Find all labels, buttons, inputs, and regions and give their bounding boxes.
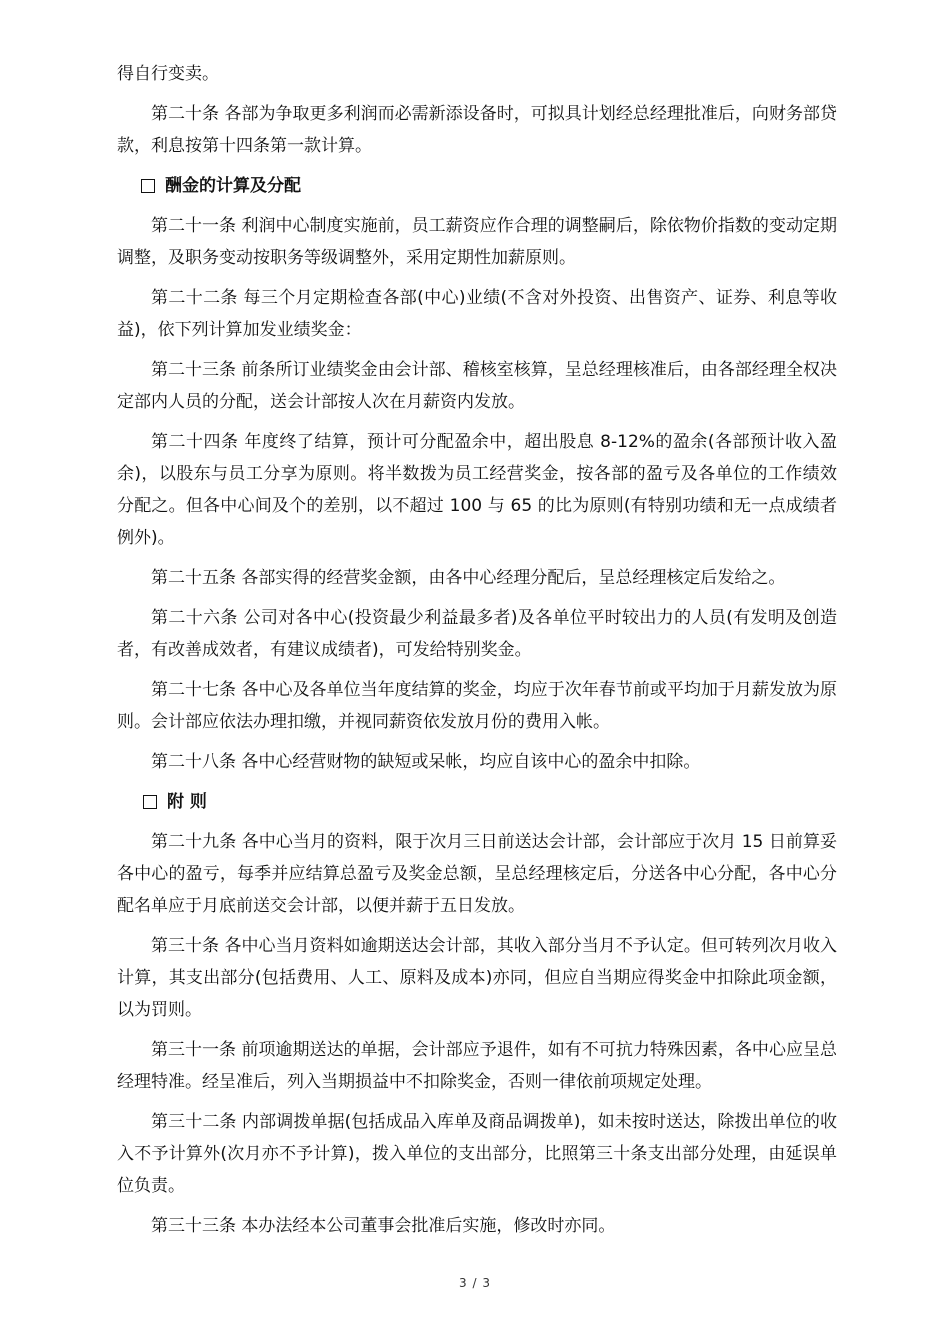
section-heading-compensation bbox=[117, 170, 837, 202]
article-31: 第三十一条 前项逾期送达的单据，会计部应予退件，如有不可抗力特殊因素，各中心应呈总经理特准。经呈准后，列入当期损益中不扣除奖金，否则一律依前项规定处理。 bbox=[117, 1040, 837, 1092]
article-21: 第二十一条 利润中心制度实施前，员工薪资应作合理的调整嗣后，除依物价指数的变动定期调整，及职务变动按职务等级调整外，采用定期性加薪原则。 bbox=[117, 216, 837, 268]
article-33: 第三十三条 本办法经本公司董事会批准后实施，修改时亦同。 bbox=[151, 1216, 616, 1236]
article-23: 第二十三条 前条所订业绩奖金由会计部、稽核室核算，呈总经理核准后，由各部经理全权决定部内人员的分配，送会计部按人次在月薪资内发放。 bbox=[117, 360, 837, 412]
article-22: 第二十二条 每三个月定期检查各部(中心)业绩(不含对外投资、出售资产、证券、利息等收益)，依下列计算加发业绩奖金： bbox=[117, 288, 837, 340]
article-28: 第二十八条 各中心经营财物的缺短或呆帐，均应自该中心的盈余中扣除。 bbox=[151, 752, 701, 772]
section-heading-supplementary bbox=[117, 786, 837, 818]
checkbox-icon bbox=[143, 795, 157, 809]
section-heading-text: 附 则 bbox=[167, 792, 207, 812]
paragraph-continuation: 得自行变卖。 bbox=[117, 64, 219, 84]
section-heading-text: 酬金的计算及分配 bbox=[165, 176, 301, 196]
article-29: 第二十九条 各中心当月的资料，限于次月三日前送达会计部，会计部应于次月 15 日前算妥各中心的盈亏，每季并应结算总盈亏及奖金总额，呈总经理核定后，分送各中心分配，各中心分配名单应于月底前送交会计部，以便并薪于五日发放。 bbox=[117, 832, 837, 916]
article-30: 第三十条 各中心当月资料如逾期送达会计部，其收入部分当月不予认定。但可转列次月收入计算，其支出部分(包括费用、人工、原料及成本)亦同，但应自当期应得奖金中扣除此项金额，以为罚则。 bbox=[117, 936, 837, 1020]
article-26: 第二十六条 公司对各中心(投资最少利益最多者)及各单位平时较出力的人员(有发明及创造者，有改善成效者，有建议成绩者)，可发给特别奖金。 bbox=[117, 608, 837, 660]
page-number: 3 / 3 bbox=[459, 1276, 491, 1290]
article-27: 第二十七条 各中心及各单位当年度结算的奖金，均应于次年春节前或平均加于月薪发放为原则。会计部应依法办理扣缴，并视同薪资依发放月份的费用入帐。 bbox=[117, 680, 837, 732]
article-20: 第二十条 各部为争取更多利润而必需新添设备时，可拟具计划经总经理批准后，向财务部贷款，利息按第十四条第一款计算。 bbox=[117, 104, 837, 156]
checkbox-icon bbox=[141, 179, 155, 193]
article-24: 第二十四条 年度终了结算，预计可分配盈余中，超出股息 8-12%的盈余(各部预计收入盈余)，以股东与员工分享为原则。将半数拨为员工经营奖金，按各部的盈亏及各单位的工作绩效分配之。但各中心间及个的差别，以不超过 100 与 65 的比为原则(有特别功绩和无一点成绩者例外)。 bbox=[117, 432, 837, 548]
article-25: 第二十五条 各部实得的经营奖金额，由各中心经理分配后，呈总经理核定后发给之。 bbox=[151, 568, 786, 588]
document-body bbox=[117, 58, 837, 1250]
article-32: 第三十二条 内部调拨单据(包括成品入库单及商品调拨单)，如未按时送达，除拨出单位的收入不予计算外(次月亦不予计算)，拨入单位的支出部分，比照第三十条支出部分处理，由延误单位负责。 bbox=[117, 1112, 837, 1196]
